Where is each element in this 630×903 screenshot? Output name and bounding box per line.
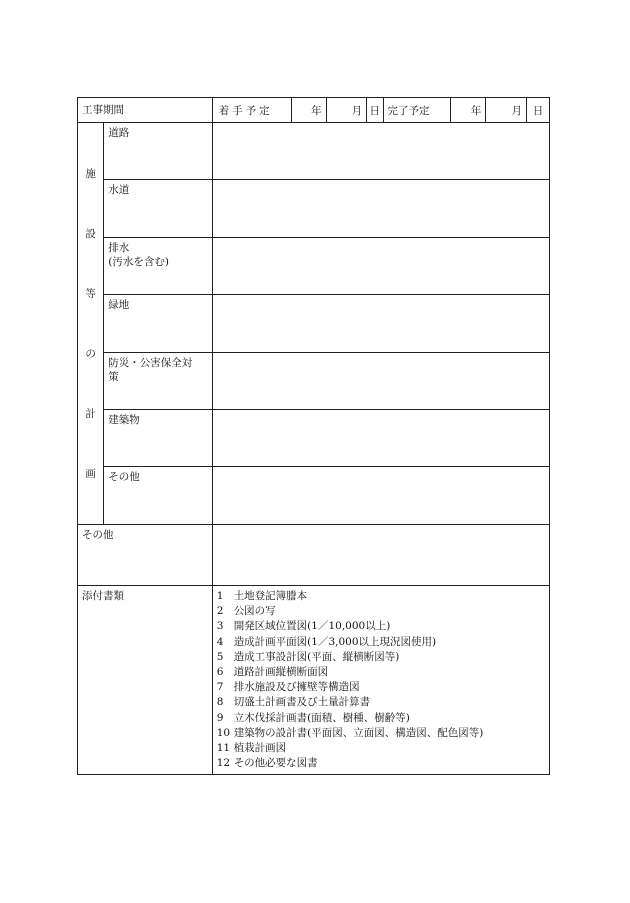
attachment-number: 3 — [216, 620, 224, 633]
disaster-prevention-input[interactable] — [212, 353, 549, 410]
drainage-input[interactable] — [212, 238, 549, 295]
attachment-text: 土地登記簿謄本 — [233, 590, 308, 602]
attachments-list-cell — [212, 586, 549, 775]
plan-form-table — [77, 97, 550, 775]
attachments-row — [78, 586, 550, 775]
attachments-list — [213, 586, 549, 774]
attachment-text: 排水施設及び擁壁等構造図 — [233, 681, 360, 694]
green-space-label: 緑地 — [104, 295, 212, 353]
water-input[interactable] — [212, 180, 549, 238]
attachment-item — [217, 619, 545, 634]
road-input[interactable] — [212, 123, 549, 180]
other-row — [78, 525, 550, 586]
attachment-item — [217, 695, 545, 710]
end-month-field[interactable]: 月 — [486, 98, 527, 123]
attachment-number: 11 — [216, 742, 231, 755]
construction-period-row — [78, 98, 550, 123]
start-planned-label: 着手予定 — [212, 98, 291, 123]
facility-row-disaster — [78, 353, 550, 410]
attachment-number: 6 — [216, 666, 224, 679]
attachment-text: 開発区域位置図(1／10,000以上) — [233, 620, 391, 633]
facility-row-other — [78, 467, 550, 525]
end-planned-label: 完了予定 — [383, 98, 451, 123]
attachment-number: 4 — [216, 635, 224, 648]
attachment-item — [217, 756, 545, 771]
attachment-text: 植栽計画図 — [233, 742, 287, 755]
attachment-item — [217, 665, 545, 680]
construction-period-label: 工事期間 — [78, 98, 213, 123]
facility-other-input[interactable] — [212, 467, 549, 525]
attachment-number: 9 — [216, 711, 224, 724]
facility-row-green — [78, 295, 550, 353]
attachment-number: 10 — [216, 726, 231, 739]
attachment-item — [217, 604, 545, 619]
attachment-text: 立木伐採計画書(面積、樹種、樹齢等) — [233, 711, 410, 724]
building-label: 建築物 — [104, 410, 212, 467]
attachment-item — [217, 741, 545, 756]
attachment-number: 5 — [216, 650, 224, 663]
facility-other-label: その他 — [104, 467, 212, 525]
attachment-item — [217, 680, 545, 695]
other-input[interactable] — [212, 525, 549, 586]
attachment-item — [217, 726, 545, 741]
building-input[interactable] — [212, 410, 549, 467]
attachments-label: 添付書類 — [78, 586, 213, 775]
other-label: その他 — [78, 525, 213, 586]
facility-row-drainage — [78, 238, 550, 295]
water-label: 水道 — [104, 180, 212, 238]
attachment-text: 切盛土計画書及び土量計算書 — [233, 696, 371, 709]
attachment-item — [217, 650, 545, 665]
end-day-field[interactable]: 日 — [526, 98, 549, 123]
start-day-field[interactable]: 日 — [367, 98, 383, 123]
attachment-number: 1 — [216, 590, 224, 602]
attachment-item — [217, 635, 545, 650]
attachment-text: 道路計画縦横断面図 — [233, 666, 329, 679]
attachment-item — [217, 589, 545, 604]
facility-row-water — [78, 180, 550, 238]
attachment-number: 7 — [216, 681, 224, 694]
facility-row-building — [78, 410, 550, 467]
attachment-text: 造成計画平面図(1／3,000以上現況図使用) — [233, 635, 437, 648]
attachment-text: 公図の写 — [233, 605, 276, 618]
facility-row-road — [78, 123, 550, 180]
green-space-input[interactable] — [212, 295, 549, 353]
facility-plan-vertical-label: 施 設 等 の 計 画 — [78, 123, 104, 525]
disaster-prevention-label: 防災・公害保全対 策 — [104, 353, 212, 410]
attachment-text: 建築物の設計書(平面図、立面図、構造図、配色図等) — [233, 726, 484, 739]
attachment-number: 2 — [216, 605, 224, 618]
road-label: 道路 — [104, 123, 212, 180]
attachment-text: その他必要な図書 — [233, 757, 318, 770]
drainage-label: 排水 (汚水を含む) — [104, 238, 212, 295]
start-month-field[interactable]: 月 — [326, 98, 367, 123]
start-year-field[interactable]: 年 — [291, 98, 326, 123]
attachment-number: 8 — [216, 696, 224, 709]
attachment-number: 12 — [216, 757, 231, 770]
attachment-text: 造成工事設計図(平面、縦横断図等) — [233, 650, 400, 663]
end-year-field[interactable]: 年 — [451, 98, 486, 123]
attachment-item — [217, 711, 545, 726]
